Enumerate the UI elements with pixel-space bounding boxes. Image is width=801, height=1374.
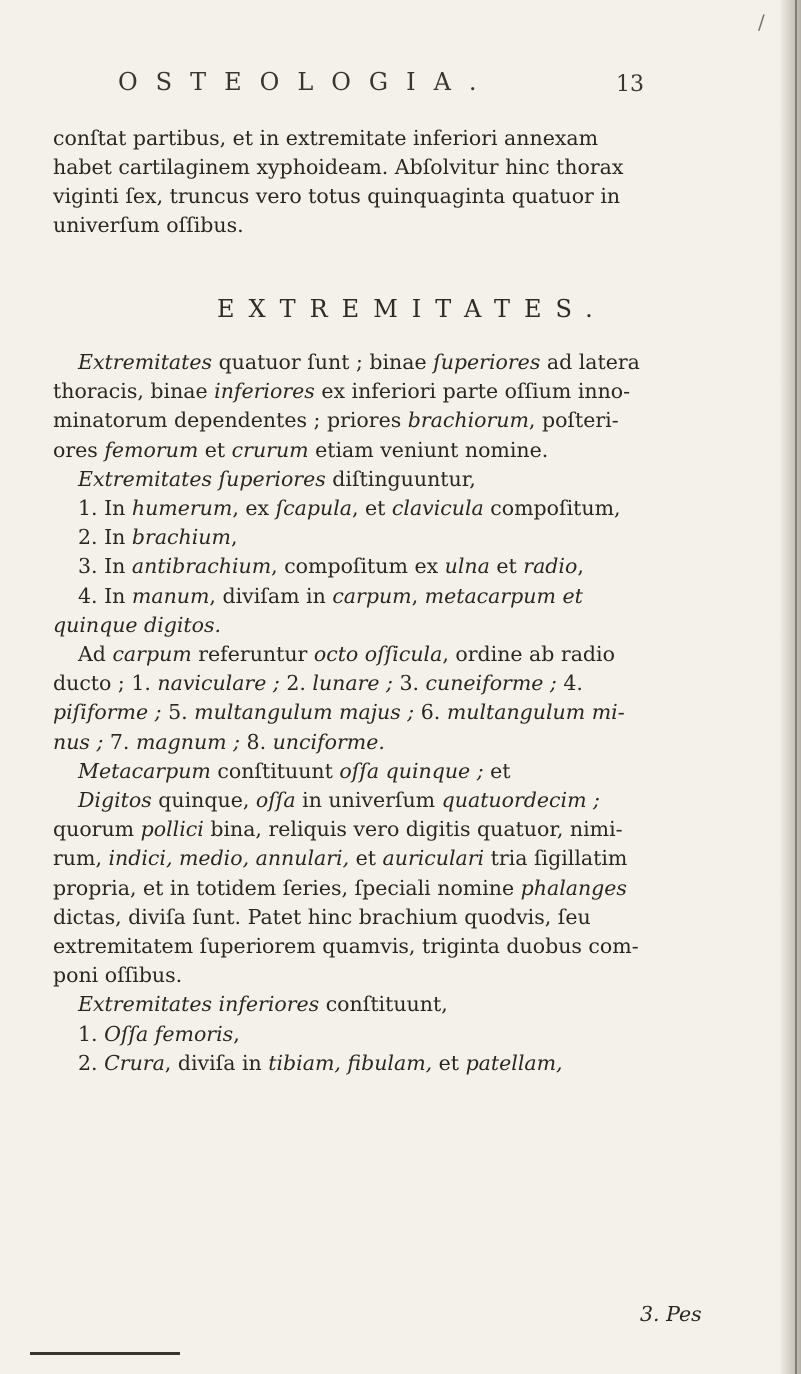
text-run: diſtinguuntur, xyxy=(325,466,476,491)
text-run: 4. In xyxy=(78,583,132,608)
body-line xyxy=(78,465,476,494)
text-run: Ad xyxy=(78,642,113,666)
text-run: conſtituunt, xyxy=(319,992,448,1017)
italic-term: magnum ; xyxy=(135,729,241,754)
italic-term: carpum xyxy=(332,583,412,608)
text-run: referuntur xyxy=(191,642,314,666)
text-run: quatuor ſunt ; binae xyxy=(212,350,434,374)
italic-term: multangulum mi- xyxy=(446,700,625,725)
intro-line: viginti ſex, truncus vero totus quinquaginta quatuor in xyxy=(53,184,621,208)
text-run: conſtituunt xyxy=(210,758,340,783)
page-number: 13 xyxy=(616,72,644,97)
italic-term: femorum xyxy=(104,437,199,462)
text-run: in univerſum xyxy=(295,788,442,812)
text-run: 2. xyxy=(78,1050,105,1075)
body-line xyxy=(78,494,621,523)
body-line xyxy=(53,377,630,406)
italic-term: Extremitates xyxy=(78,350,213,374)
body-line xyxy=(78,1020,240,1049)
italic-term: inferiores xyxy=(214,379,315,404)
text-run: propria, et in totidem ſeries, ſpeciali nomine xyxy=(53,875,521,900)
text-run: 3. xyxy=(392,671,426,696)
italic-term: Digitos xyxy=(78,788,152,812)
italic-term: nus ; xyxy=(53,729,104,754)
page-edge-line xyxy=(795,0,797,1374)
italic-term: unciforme. xyxy=(272,729,385,754)
text-run: ad latera xyxy=(540,350,640,374)
text-run: 4. xyxy=(556,671,583,696)
bottom-rule xyxy=(30,1352,180,1355)
text-run: et xyxy=(349,846,383,871)
text-run: , xyxy=(233,1021,240,1046)
text-run: quorum xyxy=(53,817,141,842)
intro-line: univerſum oſſibus. xyxy=(53,213,244,237)
text-run: , xyxy=(411,583,425,608)
body-line xyxy=(78,640,615,669)
italic-term: naviculare ; xyxy=(157,671,280,696)
body-line xyxy=(53,903,591,932)
text-run: , diviſam in xyxy=(209,583,333,608)
italic-term: humerum xyxy=(131,496,233,520)
italic-term: Crura xyxy=(104,1050,165,1075)
text-run: etiam veniunt nomine. xyxy=(308,437,549,462)
italic-term: ſuperiores xyxy=(433,350,541,374)
text-run: poni oſſibus. xyxy=(53,963,183,988)
italic-term: lunare ; xyxy=(312,671,393,696)
body-line xyxy=(78,757,511,786)
section-title: EXTREMITATES. xyxy=(217,295,607,323)
text-run: thoracis, binae xyxy=(53,379,215,404)
italic-term: auriculari xyxy=(382,846,485,871)
italic-term: indici, medio, annulari, xyxy=(108,846,350,871)
italic-term: Oſſa femoris xyxy=(104,1021,234,1046)
italic-term: phalanges xyxy=(520,875,627,900)
body-line xyxy=(53,874,627,903)
intro-line: habet cartilaginem xyphoideam. Abſolvitur hinc thorax xyxy=(53,155,624,179)
italic-term: cuneiforme ; xyxy=(425,671,557,696)
italic-term: ulna xyxy=(444,554,490,579)
italic-term: ſcapula xyxy=(275,496,352,520)
body-line xyxy=(78,582,583,611)
italic-term: oſſa quinque ; xyxy=(339,758,484,783)
intro-line: conſtat partibus, et in extremitate inferiori annexam xyxy=(53,126,599,150)
italic-term: brachiorum xyxy=(407,408,529,433)
body-line xyxy=(78,786,600,815)
text-run: , ordine ab radio xyxy=(442,642,615,666)
italic-term: Extremitates inferiores xyxy=(78,992,320,1017)
body-line xyxy=(78,348,640,377)
italic-term: carpum xyxy=(112,642,192,666)
body-line xyxy=(53,815,623,844)
text-run: , xyxy=(230,525,238,550)
text-run: et xyxy=(483,758,511,783)
text-run: ducto ; 1. xyxy=(53,671,158,696)
page-edge-shadow xyxy=(779,0,801,1374)
text-run: , ex xyxy=(232,496,276,520)
text-run: 7. xyxy=(103,729,136,754)
text-run: ores xyxy=(53,437,105,462)
body-line xyxy=(53,669,583,698)
text-run: rum, xyxy=(53,846,109,871)
body-line xyxy=(53,611,221,640)
text-run: 8. xyxy=(240,729,273,754)
catchword: 3. Pes xyxy=(640,1302,702,1326)
text-run: bina, reliquis vero digitis quatuor, nimi- xyxy=(203,817,623,842)
text-run: , et xyxy=(351,496,392,520)
italic-term: tibiam, fibulam, xyxy=(268,1050,433,1075)
italic-term: patellam, xyxy=(465,1050,563,1075)
text-run: 3. In xyxy=(78,554,132,579)
stray-mark: / xyxy=(758,10,765,34)
text-run: et xyxy=(432,1050,466,1075)
text-run: dictas, diviſa ſunt. Patet hinc brachium quodvis, ſeu xyxy=(53,904,591,929)
text-run: , poſteri- xyxy=(528,408,619,433)
italic-term: crurum xyxy=(231,437,309,462)
body-line xyxy=(53,932,639,961)
text-run: et xyxy=(489,554,524,579)
italic-term: manum xyxy=(131,583,210,608)
body-line xyxy=(78,990,448,1019)
italic-term: oſſa xyxy=(255,788,296,812)
italic-term: quinque digitos. xyxy=(53,612,222,637)
body-line xyxy=(53,698,625,727)
text-run: minatorum dependentes ; priores xyxy=(53,408,408,433)
text-run: extremitatem ſuperiorem quamvis, triginta duobus com- xyxy=(53,934,639,958)
italic-term: Extremitates ſuperiores xyxy=(78,466,326,491)
text-run: 2. xyxy=(279,671,313,696)
italic-term: pollici xyxy=(140,817,204,842)
italic-term: brachium xyxy=(131,525,231,550)
text-run: 1. In xyxy=(78,496,132,520)
italic-term: metacarpum et xyxy=(424,583,583,608)
body-line xyxy=(53,436,548,465)
italic-term: multangulum majus ; xyxy=(194,700,415,725)
text-run: , diviſa in xyxy=(164,1050,269,1075)
italic-term: clavicula xyxy=(391,496,484,520)
text-run: compoſitum, xyxy=(483,496,621,520)
text-run: 5. xyxy=(161,700,195,725)
body-line xyxy=(78,523,237,552)
text-run: quinque, xyxy=(151,788,256,812)
text-run: 2. In xyxy=(78,525,132,550)
text-run: 1. xyxy=(78,1021,105,1046)
body-line xyxy=(53,961,182,990)
italic-term: piſiforme ; xyxy=(53,700,162,725)
text-run: ex inferiori parte oſſium inno- xyxy=(314,379,631,404)
italic-term: octo oſſicula xyxy=(313,642,443,666)
text-run: 6. xyxy=(414,700,447,725)
body-line xyxy=(53,406,619,435)
body-line xyxy=(78,1049,563,1078)
italic-term: Metacarpum xyxy=(78,758,211,783)
text-run: et xyxy=(198,437,232,462)
body-line xyxy=(53,728,385,757)
body-line xyxy=(78,552,584,581)
text-run: , xyxy=(577,554,584,579)
italic-term: antibrachium xyxy=(131,554,272,579)
running-title: OSTEOLOGIA. xyxy=(118,68,495,96)
text-run: tria ſigillatim xyxy=(484,846,628,871)
italic-term: quatuordecim ; xyxy=(441,788,600,812)
text-run: , compoſitum ex xyxy=(271,554,445,579)
italic-term: radio xyxy=(523,554,578,579)
body-line xyxy=(53,844,627,873)
